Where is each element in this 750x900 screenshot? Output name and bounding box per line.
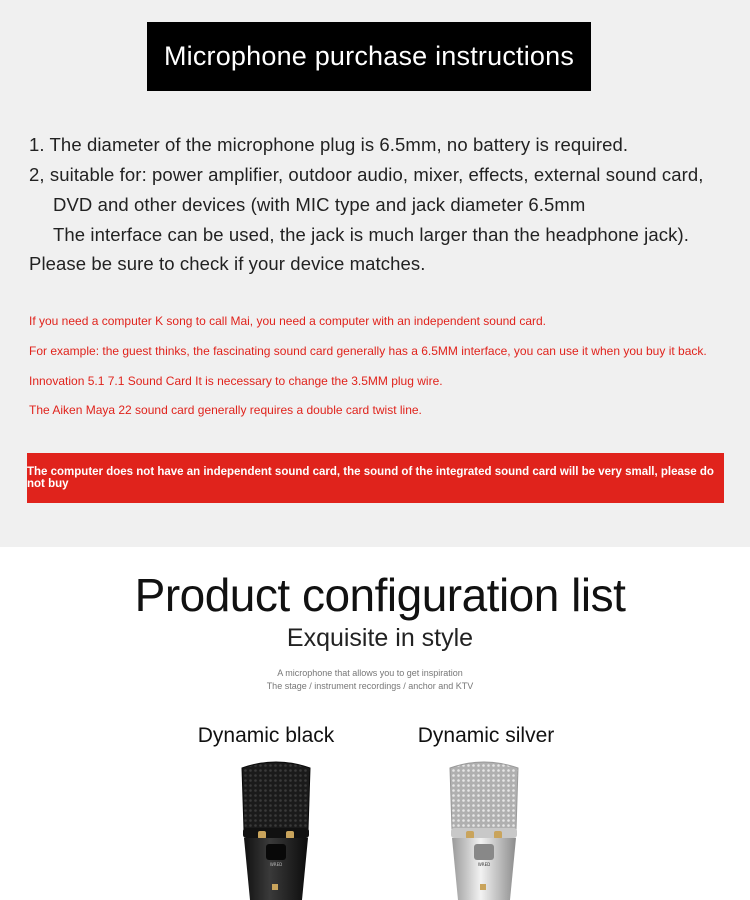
configuration-subtitle: Exquisite in style <box>286 624 474 652</box>
instruction-line: 1. The diameter of the microphone plug is 6.5mm, no battery is required. <box>29 134 629 155</box>
instruction-line: The interface can be used, the jack is much larger than the headphone jack). <box>53 224 689 245</box>
tagline: The stage / instrument recordings / anchor and KTV <box>266 681 474 691</box>
red-note: Innovation 5.1 7.1 Sound Card It is necessary to change the 3.5MM plug wire. <box>29 374 443 388</box>
red-note: For example: the guest thinks, the fascinating sound card generally has a 6.5MM interface, you can use it when you buy it back. <box>29 344 707 358</box>
brand-text: WRED <box>477 862 491 867</box>
instruction-line: 2, suitable for: power amplifier, outdoor audio, mixer, effects, external sound card, <box>29 164 704 185</box>
instructions-title: Microphone purchase instructions <box>147 22 591 91</box>
instruction-line: Please be sure to check if your device matches. <box>29 253 426 274</box>
red-note: The Aiken Maya 22 sound card generally requires a double card twist line. <box>29 403 422 417</box>
configuration-title: Product configuration list <box>134 569 626 621</box>
variant-label-black: Dynamic black <box>197 724 335 747</box>
brand-text: WRED <box>269 862 283 867</box>
red-note: If you need a computer K song to call Mai, you need a computer with an independent sound card. <box>29 314 546 328</box>
warning-banner: The computer does not have an independent sound card, the sound of the integrated sound card will be very small, please do not buy <box>27 453 724 503</box>
silver-microphone-image <box>436 758 532 900</box>
tagline: A microphone that allows you to get inspiration <box>277 668 463 678</box>
variant-label-silver: Dynamic silver <box>417 724 555 747</box>
instruction-line: DVD and other devices (with MIC type and jack diameter 6.5mm <box>53 194 586 215</box>
black-microphone-image <box>228 758 324 900</box>
